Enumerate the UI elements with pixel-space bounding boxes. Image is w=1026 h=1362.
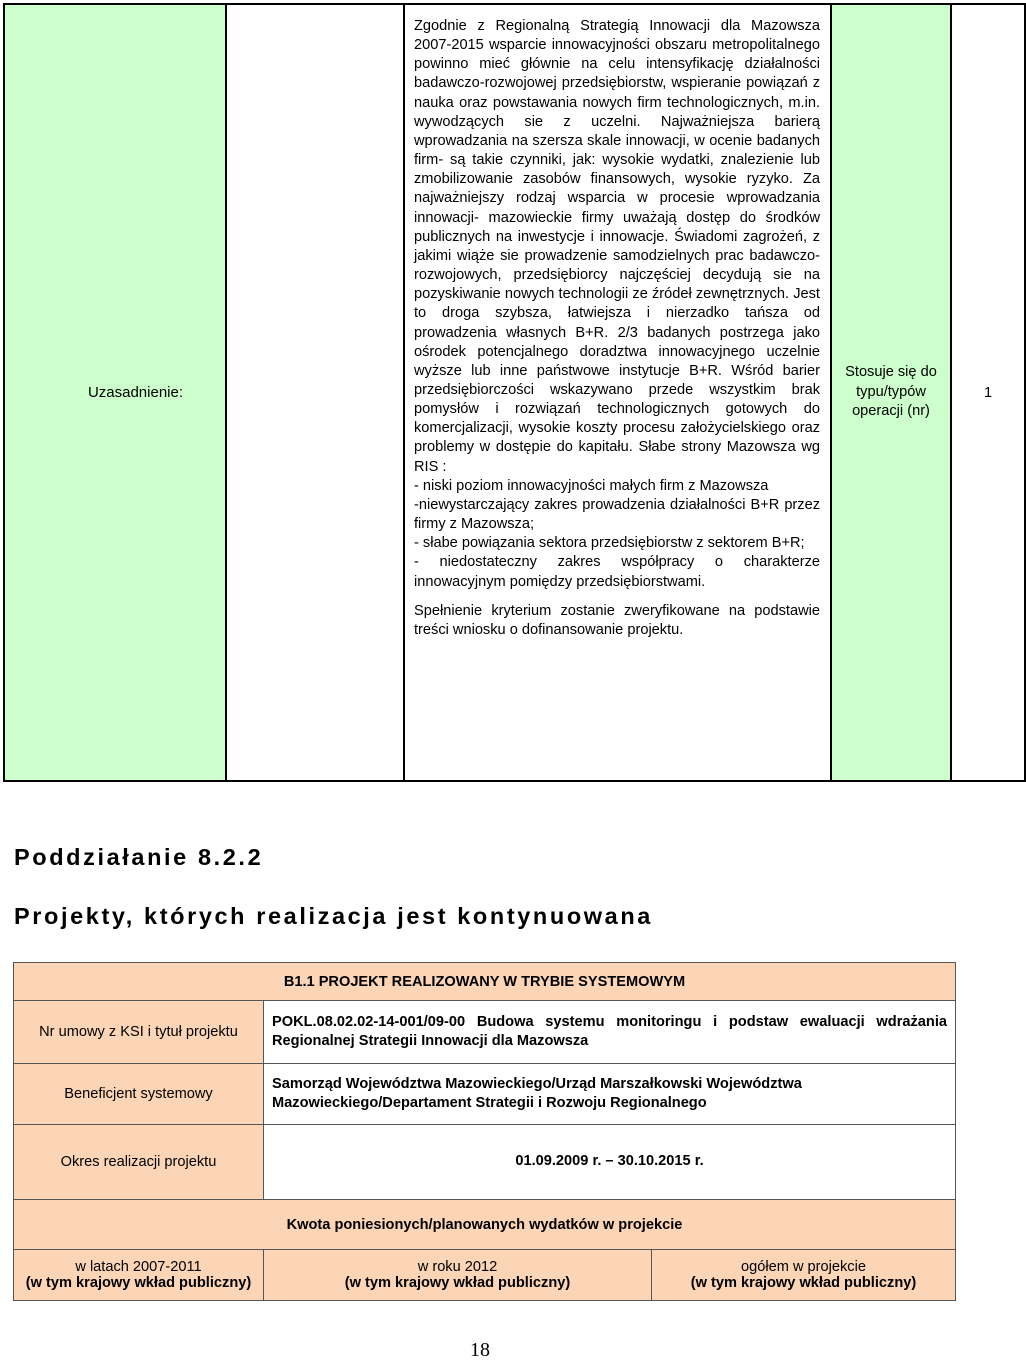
justification-paragraph: Zgodnie z Regionalną Strategią Innowacji dla Mazowsza 2007-2015 wsparcie innowacyjności obszaru metropolitalnego powinno mieć głównie na celu intensyfikację działalności badawczo-rozwojowej przedsiębiorstw, wspieranie powiązań z nauka oraz powstawania nowych firm technologicznych, m.in. wywodzących sie z uczelni. Najważniejsza barierą wprowadzania na szersza skale innowacji, w ocenie badanych firm- są takie czynniki, jak: wysokie wydatki, znalezienie lub zmobilizowanie zasobów finansowych, wysokie ryzyko. Za najważniejszy rodzaj wsparcia w procesie wprowadzania innowacji- mazowieckie firmy uważają dostęp do środków publicznych na inwestycje i innowacje. Świadomi zagrożeń, z jakimi wiąże sie prowadzenie samodzielnych prac badawczo-rozwojowych, przedsiębiorcy najczęściej decydują sie na pozyskiwanie nowych technologii ze źródeł zewnętrznych. Jest to droga szybsza, łatwiejsza i nierzadko tańsza od prowadzenia własnych B+R. 2/3 badanych postrzega jako ośrodek potencjalnego doradztwa innowacyjnego uczelnie wyższe lub inne państwowe instytucje B+R. Wśród barier przedsiębiorczości wskazywano przede wszystkim brak pomysłów i rozwiązań technologicznych gotowych do komercjalizacji, wysokie koszty procesu założycielskiego oraz problemy w dostępie do kapitału. Słabe strony Mazowsza wg RIS : (414, 18, 820, 475)
cost-column-sub: (w tym krajowy wkład publiczny) (344, 1275, 571, 1291)
cost-column-sub: (w tym krajowy wkład publiczny) (690, 1275, 917, 1291)
applies-to-cell (831, 4, 951, 781)
operation-number-cell (951, 4, 1025, 781)
justification-label-cell (4, 4, 226, 781)
justification-table (3, 3, 1026, 782)
period-value: 01.09.2009 r. – 30.10.2015 r. (264, 1125, 956, 1200)
row-label: Nr umowy z KSI i tytuł projektu (14, 1001, 264, 1064)
cost-column-header (652, 1250, 956, 1301)
justification-text-cell (404, 4, 831, 781)
project-table (13, 962, 956, 1301)
costs-header: Kwota poniesionych/planowanych wydatków w projekcie (14, 1200, 956, 1250)
page-number: 18 (470, 1339, 490, 1361)
cost-column-label: ogółem w projekcie (741, 1259, 866, 1275)
empty-cell (226, 4, 404, 781)
section-heading: Projekty, których realizacja jest kontynuowana (14, 903, 653, 929)
applies-to-note: Stosuje się do typu/typów operacji (nr) (845, 364, 937, 420)
operation-number: 1 (983, 384, 993, 401)
cost-column-label: w roku 2012 (417, 1259, 498, 1275)
weakness-item: - niedostateczny zakres współpracy o charakterze innowacyjnym pomiędzy przedsiębiorstwami. (414, 554, 820, 590)
row-label: Beneficjent systemowy (14, 1064, 264, 1125)
project-table-title: B1.1 PROJEKT REALIZOWANY W TRYBIE SYSTEMOWYM (14, 963, 956, 1001)
cost-column-sub: (w tym krajowy wkład publiczny) (25, 1275, 252, 1291)
verification-paragraph: Spełnienie kryterium zostanie zweryfikowane na podstawie treści wniosku o dofinansowanie projektu. (414, 602, 820, 638)
subaction-heading: Poddziałanie 8.2.2 (14, 844, 264, 870)
cost-column-header (264, 1250, 652, 1301)
justification-label: Uzasadnienie: (87, 384, 183, 401)
row-label: Okres realizacji projektu (14, 1125, 264, 1200)
cost-column-header (14, 1250, 264, 1301)
weakness-item: - słabe powiązania sektora przedsiębiorstw z sektorem B+R; (414, 535, 805, 552)
agreement-value: POKL.08.02.02-14-001/09-00 Budowa systemu monitoringu i podstaw ewaluacji wdrażania Regionalnej Strategii Innowacji dla Mazowsza (264, 1001, 956, 1064)
weakness-item: -niewystarczający zakres prowadzenia działalności B+R przez firmy z Mazowsza; (414, 496, 820, 533)
weakness-item: - niski poziom innowacyjności małych firm z Mazowsza (414, 477, 769, 494)
cost-column-label: w latach 2007-2011 (75, 1259, 202, 1275)
beneficiary-value: Samorząd Województwa Mazowieckiego/Urząd Marszałkowski Województwa Mazowieckiego/Departament Strategii i Rozwoju Regionalnego (264, 1064, 956, 1125)
